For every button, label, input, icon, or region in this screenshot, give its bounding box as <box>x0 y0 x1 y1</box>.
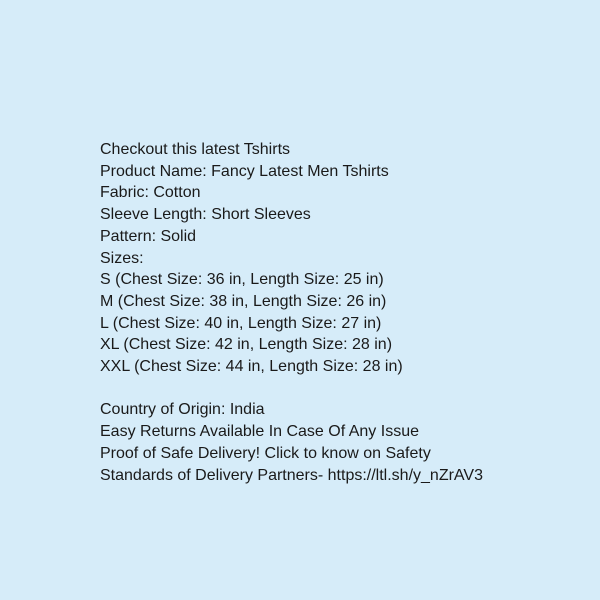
safety-line-1: Proof of Safe Delivery! Click to know on Safety <box>100 444 431 462</box>
size-item-m: M (Chest Size: 38 in, Length Size: 26 in) <box>100 292 387 310</box>
country-of-origin-line: Country of Origin: India <box>100 401 265 419</box>
intro-line: Checkout this latest Tshirts <box>100 141 291 158</box>
returns-line: Easy Returns Available In Case Of Any Issue <box>100 423 419 441</box>
product-details-text <box>100 139 590 486</box>
fabric-line: Fabric: Cotton <box>100 184 201 202</box>
size-item-l: L (Chest Size: 40 in, Length Size: 27 in) <box>100 314 382 332</box>
size-item-xxl: XXL (Chest Size: 44 in, Length Size: 28 in) <box>100 358 403 376</box>
product-name-line: Product Name: Fancy Latest Men Tshirts <box>100 162 389 180</box>
paragraph-gap <box>100 378 590 400</box>
size-item-s: S (Chest Size: 36 in, Length Size: 25 in) <box>100 271 384 289</box>
sleeve-length-line: Sleeve Length: Short Sleeves <box>100 206 311 224</box>
pattern-line: Pattern: Solid <box>100 227 197 245</box>
safety-line-2: Standards of Delivery Partners- https://ltl.sh/y_nZrAV3 <box>100 466 483 484</box>
size-item-xl: XL (Chest Size: 42 in, Length Size: 28 in) <box>100 336 393 354</box>
sizes-heading: Sizes: <box>100 249 144 267</box>
